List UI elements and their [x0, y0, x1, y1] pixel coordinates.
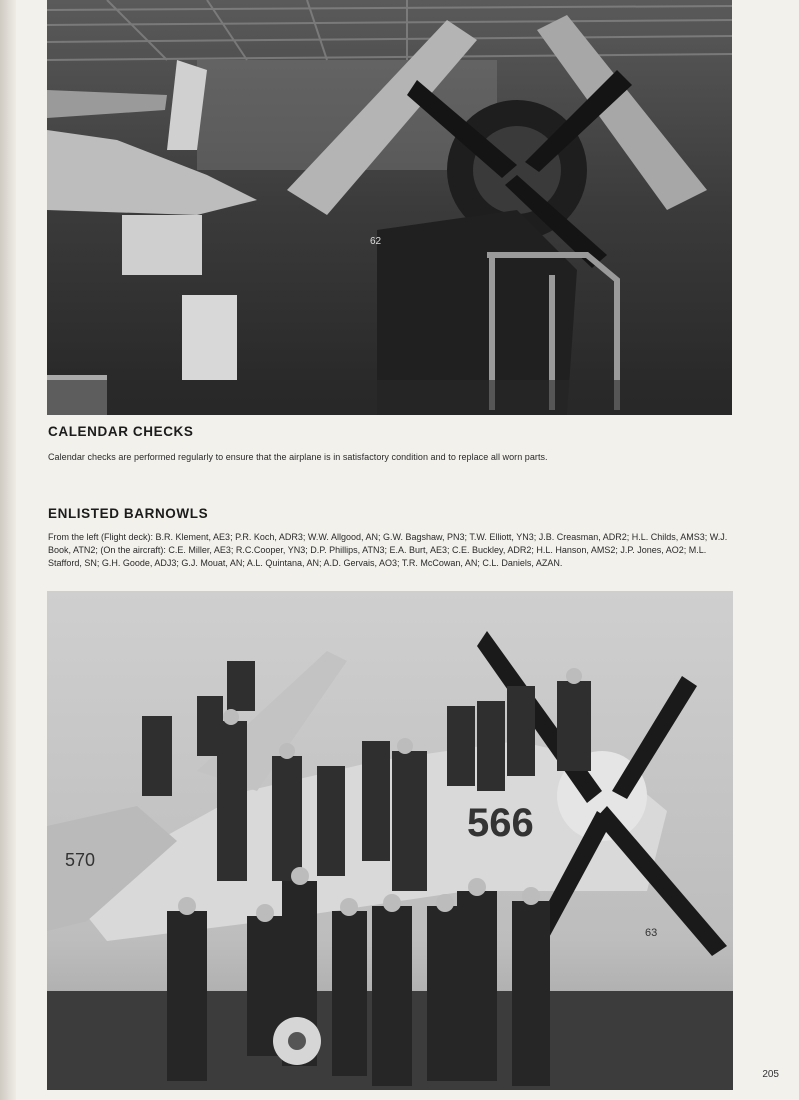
crew-group-illustration	[47, 591, 733, 1090]
hangar-deck-illustration	[47, 0, 732, 415]
page-gutter-shadow	[0, 0, 16, 1100]
page-number: 205	[762, 1069, 779, 1080]
calendar-checks-heading: CALENDAR CHECKS	[48, 424, 194, 439]
aircraft-number-570: 570	[65, 850, 96, 870]
aircraft-number-63: 63	[645, 927, 658, 939]
aircraft-number-566: 566	[467, 801, 534, 845]
enlisted-barnowls-caption: From the left (Flight deck): B.R. Klement, AE3; P.R. Koch, ADR3; W.W. Allgood, AN; G.W. Bagshaw, PN3; T.W. Elliott, YN3; J.B. Creasman, ADR2; H.L. Childs, AMS3; W.J. Book, ATN2; (On the aircraft): C.E. Miller, AE3; R.C.Cooper, YN3; D.P. Phillips, ATN3; E.A. Burt, AE3; C.E. Buckley, ADR2; H.L. Hanson, AMS2; J.P. Jones, AO2; M.L. Stafford, SN; G.H. Goode, ADJ3; G.J. Mouat, AN; A.L. Quintana, AN; A.D. Gervais, AO3; T.R. McCowan, AN; C.L. Daniels, AZAN.	[48, 532, 728, 568]
hangar-deck-photo	[47, 0, 732, 415]
calendar-checks-caption: Calendar checks are performed regularly to ensure that the airplane is in satisfactory condition and to replace all worn parts.	[48, 452, 548, 462]
crew-group-photo	[47, 591, 733, 1090]
tail-number-62: 62	[370, 236, 382, 247]
enlisted-barnowls-heading: ENLISTED BARNOWLS	[48, 506, 209, 521]
